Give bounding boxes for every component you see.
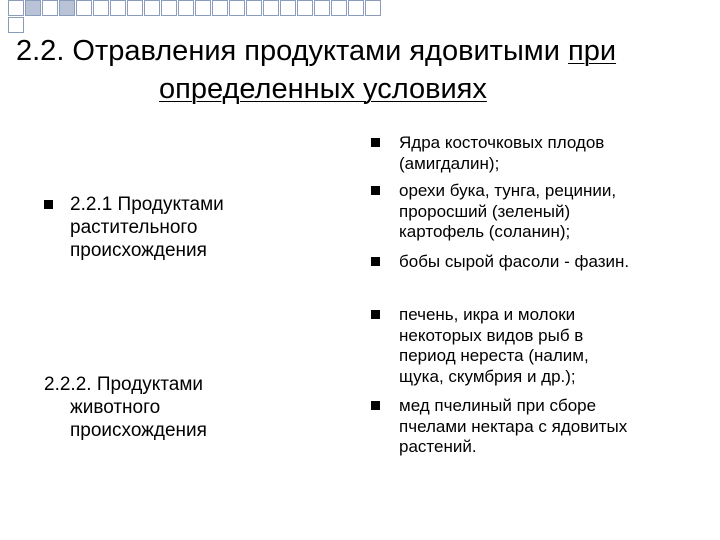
square-decoration (331, 0, 347, 16)
square-decoration (280, 0, 296, 16)
list-item (399, 396, 699, 458)
title-underlined-line: определенных условиях (159, 73, 487, 105)
list-item-line: проросший (зеленый) (399, 201, 571, 221)
square-decoration (25, 0, 41, 16)
square-decoration (144, 0, 160, 16)
left-section-line: происхождения (70, 240, 207, 261)
bullet-square-icon (371, 257, 380, 266)
square-decoration (76, 0, 92, 16)
title-underlined-word: при (568, 35, 617, 67)
square-decoration (8, 0, 24, 16)
list-item-line: пчелами нектара с ядовитых (399, 416, 628, 436)
list-item-line: бобы сырой фасоли - фазин. (399, 252, 630, 271)
square-decoration (297, 0, 313, 16)
list-item (399, 181, 699, 243)
list-item-line: картофель (соланин); (399, 222, 571, 241)
list-item (399, 252, 699, 273)
left-section-line: растительного (70, 217, 198, 238)
list-item-line: Ядра косточковых плодов (399, 133, 605, 152)
bullet-square-icon (371, 401, 380, 410)
square-decoration (365, 0, 381, 16)
square-decoration (8, 17, 24, 33)
bullet-square-icon (44, 200, 53, 209)
square-decoration (110, 0, 126, 16)
left-section-line: животного (70, 397, 161, 418)
list-item-line: мед пчелиный при сборе (399, 396, 597, 415)
list-item (399, 133, 699, 174)
square-decoration (59, 0, 75, 16)
square-decoration (212, 0, 228, 16)
square-decoration (229, 0, 245, 16)
list-item-line: растений. (399, 437, 477, 456)
left-section-line: происхождения (70, 420, 207, 441)
list-item-line: некоторых видов рыб в (399, 325, 584, 345)
left-section-line: 2.2.1 Продуктами (70, 194, 224, 215)
square-decoration (93, 0, 109, 16)
square-decoration (42, 0, 58, 16)
title-text: 2.2. Отравления продуктами ядовитыми (16, 35, 569, 67)
list-item-line: орехи бука, тунга, рецинии, (399, 181, 617, 200)
list-item-line: период нереста (налим, (399, 346, 589, 365)
square-decoration (246, 0, 262, 16)
square-decoration (127, 0, 143, 16)
bullet-square-icon (371, 186, 380, 195)
list-item-line: (амигдалин); (399, 153, 500, 173)
square-decoration (178, 0, 194, 16)
bullet-square-icon (371, 310, 380, 319)
left-section-plant (70, 193, 224, 262)
square-decoration (195, 0, 211, 16)
slide-title (16, 32, 706, 108)
left-section-animal (44, 373, 207, 442)
square-decoration (161, 0, 177, 16)
left-section-line: 2.2.2. Продуктами (44, 374, 204, 395)
list-item-line: щука, скумбрия и др.); (399, 366, 576, 386)
list-item (399, 305, 699, 387)
list-item-line: печень, икра и молоки (399, 305, 576, 324)
bullet-square-icon (371, 138, 380, 147)
square-decoration (263, 0, 279, 16)
square-decoration (348, 0, 364, 16)
square-decoration (314, 0, 330, 16)
